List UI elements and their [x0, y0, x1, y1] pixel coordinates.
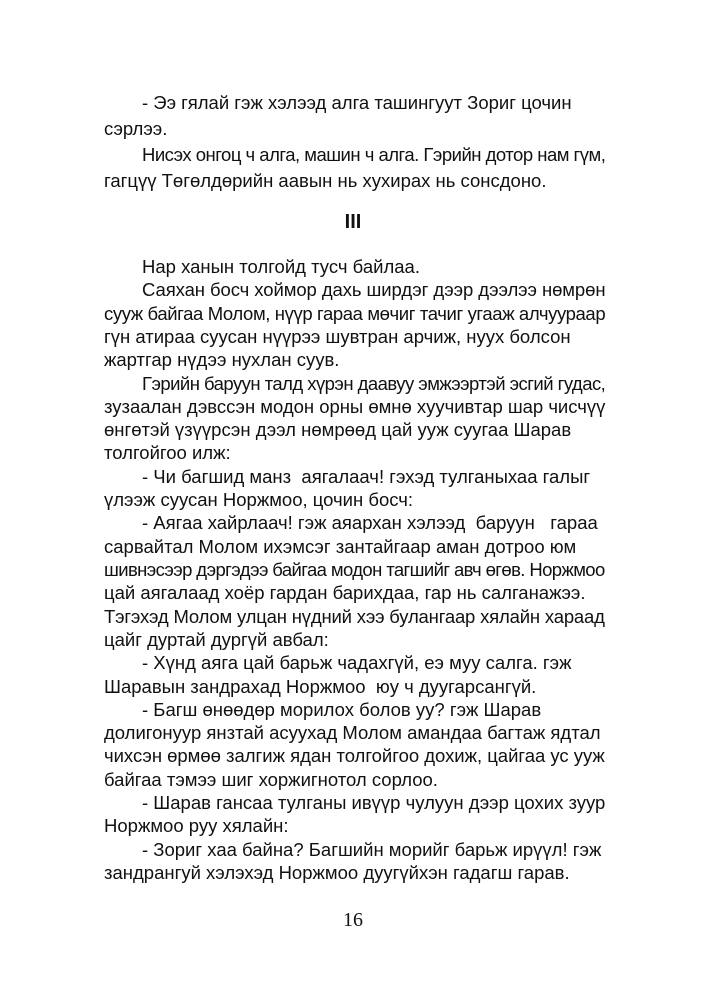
text-line: - Багш өнөөдөр морилох болов уу? гэж Шарав — [142, 698, 542, 720]
text-line: байгаа тэмээ шиг хоржигнотол сорлоо. — [104, 768, 438, 790]
text-line: Нар ханын толгойд тусч байлаа. — [142, 256, 420, 277]
text-line: толгойгоо илж: — [104, 442, 231, 464]
text-line: зандрангуй хэлэхэд Норжмоо дуугүйхэн гадагш гарав. — [104, 862, 570, 883]
text-line: сууж байгаа Молом, нүүр гараа мөчиг тачиг угааж алчуураар — [104, 302, 606, 324]
text-line: Гэрийн баруун талд хүрэн даавуу эмжээртэй эсгий гудас, — [142, 372, 606, 394]
text-line: Норжмоо руу хялайн: — [104, 815, 289, 837]
text-line: - Хүнд аяга цай барьж чадахгүй, еэ муу салга. гэж — [142, 652, 572, 674]
text-line: үлээж суусан Норжмоо, цочин босч: — [104, 489, 414, 511]
text-line: - Зориг хаа байна? Багшийн морийг барьж ирүүл! гэж — [142, 838, 602, 860]
text-line: Саяхан босч хоймор дахь ширдэг дээр дээлээ нөмрөн — [142, 279, 606, 301]
text-line: сарвайтал Молом ихэмсэг зантайгаар аман дотроо юм — [104, 535, 577, 557]
text-line: чихсэн өрмөө залгиж ядан толгойгоо дохиж, цайгаа ус ууж — [104, 745, 605, 767]
text-line: жартгар нүдээ нухлан суув. — [104, 349, 340, 371]
text-line: - Аягаа хайрлаач! гэж аяархан хэлээд баруун гараа — [142, 512, 598, 534]
text-line: Шаравын зандрахад Норжмоо юу ч дуугарсангүй. — [104, 675, 537, 697]
page-number: 16 — [343, 909, 363, 931]
text-line: Нисэх онгоц ч алга, машин ч алга. Гэрийн дотор нам гүм, — [142, 144, 606, 165]
text-line: - Ээ гялай гэж хэлээд алга ташингуут Зориг цочин — [142, 92, 572, 113]
text-line: - Шарав гансаа тулганы ивүүр чулуун дээр цохих зуур — [142, 792, 606, 814]
text-line: өнгөтэй үзүүрсэн дээл нөмрөөд цай ууж суугаа Шарав — [104, 419, 572, 441]
text-line: шивнэсээр дэргэдээ байгаа модон тагшийг авч өгөв. Норжмоо — [104, 559, 605, 580]
text-line: - Чи багшид манз аягалаач! гэхэд тулганыхаа галыг — [142, 465, 591, 487]
text-line: цайг дуртай дургүй авбал: — [104, 628, 329, 650]
text-line: зузаалан дэвссэн модон орны өмнө хуучивтар шар чисчүү — [104, 395, 606, 417]
text-line: долигонуур янзтай асуухад Молом амандаа багтаж ядтал — [104, 722, 601, 744]
text-line: гагцүү Төгөлдөрийн аавын нь хухирах нь сонсдоно. — [104, 170, 547, 191]
text-line: Тэгэхэд Молом улцан нүдний хээ булангаар хялайн хараад — [104, 605, 605, 627]
text-line: сэрлээ. — [104, 118, 168, 139]
chapter-heading: III — [344, 211, 362, 233]
text-line: цай аягалаад хоёр гардан барихдаа, гар нь салганажээ. — [104, 582, 586, 604]
text-line: гүн атираа суусан нүүрээ шувтран арчиж, нуух болсон — [104, 325, 571, 347]
